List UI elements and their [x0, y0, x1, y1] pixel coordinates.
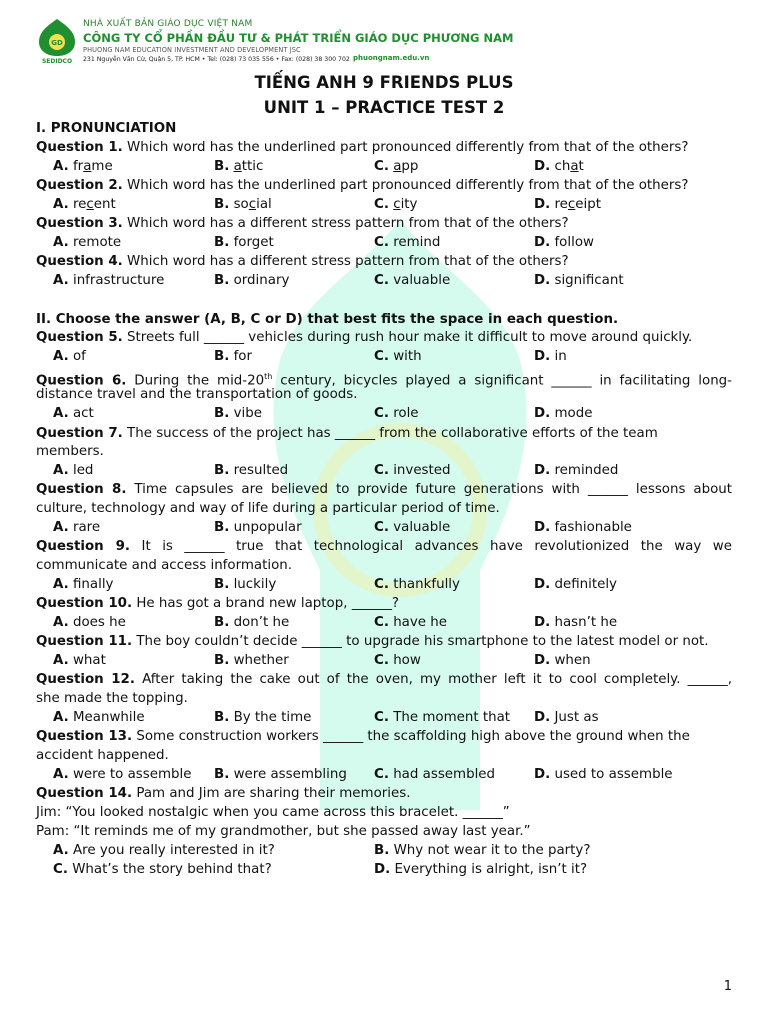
publisher-name: NHÀ XUẤT BẢN GIÁO DỤC VIỆT NAM	[83, 19, 253, 29]
question-9-cont: communicate and access information.	[36, 558, 293, 573]
section-heading-multiple-choice: II. Choose the answer (A, B, C or D) that best fits the space in each question.	[36, 312, 619, 327]
q3-option-a: A. remote	[53, 235, 122, 250]
q2-option-a: A. recent	[53, 197, 116, 212]
q6-option-b: B. vibe	[214, 406, 262, 421]
q2-option-c: C. city	[374, 197, 418, 212]
q12-option-c: C. The moment that	[374, 710, 511, 725]
dialogue-pam: Pam: “It reminds me of my grandmother, but she passed away last year.”	[36, 824, 531, 839]
question-13: Question 13. Some construction workers ______ the scaffolding high above the ground when the	[36, 729, 690, 744]
q13-option-d: D. used to assemble	[534, 767, 673, 782]
q9-option-a: A. finally	[53, 577, 114, 592]
q13-option-a: A. were to assemble	[53, 767, 192, 782]
q5-option-c: C. with	[374, 349, 422, 364]
q13-option-c: C. had assembled	[374, 767, 496, 782]
logo-caption: SEDIDCO	[41, 58, 73, 64]
q7-option-a: A. led	[53, 463, 94, 478]
question-8-cont: culture, technology and way of life during a particular period of time.	[36, 501, 500, 516]
question-14: Question 14. Pam and Jim are sharing their memories.	[36, 786, 411, 801]
document-title: TIẾNG ANH 9 FRIENDS PLUS	[254, 73, 514, 92]
company-address: 231 Nguyễn Văn Cừ, Quận 5, TP. HCM • Tel: (028) 73 035 556 • Fax: (028) 38 300 702	[83, 56, 350, 63]
q6-option-d: D. mode	[534, 406, 593, 421]
q11-option-b: B. whether	[214, 653, 289, 668]
q12-option-a: A. Meanwhile	[53, 710, 145, 725]
q13-option-b: B. were assembling	[214, 767, 347, 782]
q4-option-c: C. valuable	[374, 273, 451, 288]
q9-option-b: B. luckily	[214, 577, 277, 592]
q3-option-c: C. remind	[374, 235, 441, 250]
page-number: 1	[723, 979, 732, 994]
q12-option-d: D. Just as	[534, 710, 599, 725]
q12-option-b: B. By the time	[214, 710, 312, 725]
question-10: Question 10. He has got a brand new laptop, ______?	[36, 596, 400, 611]
q7-option-c: C. invested	[374, 463, 451, 478]
q1-option-d: D. chat	[534, 159, 584, 174]
question-9: Question 9. It is ______ true that technological advances have revolutionized the way we	[36, 539, 732, 554]
q1-option-b: B. attic	[214, 159, 264, 174]
question-13-cont: accident happened.	[36, 748, 169, 763]
section-heading-pronunciation: I. PRONUNCIATION	[36, 121, 177, 136]
question-5: Question 5. Streets full ______ vehicles during rush hour make it difficult to move around quickly.	[36, 330, 693, 345]
question-4: Question 4. Which word has a different stress pattern from that of the others?	[36, 254, 569, 269]
question-7-cont: members.	[36, 444, 104, 459]
question-1: Question 1. Which word has the underlined part pronounced differently from that of the others?	[36, 140, 689, 155]
question-2: Question 2. Which word has the underlined part pronounced differently from that of the others?	[36, 178, 689, 193]
q14-option-d: D. Everything is alright, isn’t it?	[374, 862, 588, 877]
question-7: Question 7. The success of the project has ______ from the collaborative efforts of the team	[36, 426, 658, 441]
q9-option-d: D. definitely	[534, 577, 617, 592]
q11-option-c: C. how	[374, 653, 421, 668]
q10-option-a: A. does he	[53, 615, 126, 630]
question-11: Question 11. The boy couldn’t decide ______ to upgrade his smartphone to the latest model or not.	[36, 634, 709, 649]
sedidco-logo-icon	[37, 18, 77, 64]
q3-option-d: D. follow	[534, 235, 594, 250]
dialogue-jim: Jim: “You looked nostalgic when you came across this bracelet. ______”	[36, 805, 510, 820]
q3-option-b: B. forget	[214, 235, 274, 250]
company-name: CÔNG TY CỔ PHẦN ĐẦU TƯ & PHÁT TRIỂN GIÁO DỤC PHƯƠNG NAM	[83, 31, 514, 45]
q6-option-a: A. act	[53, 406, 94, 421]
q14-option-b: B. Why not wear it to the party?	[374, 843, 591, 858]
q11-option-a: A. what	[53, 653, 106, 668]
q8-option-c: C. valuable	[374, 520, 451, 535]
q6-option-c: C. role	[374, 406, 419, 421]
q4-option-b: B. ordinary	[214, 273, 290, 288]
q9-option-c: C. thankfully	[374, 577, 460, 592]
question-6-cont: distance travel and the transportation of goods.	[36, 387, 358, 402]
logo-badge-text: GD	[51, 39, 63, 47]
question-12-cont: she made the topping.	[36, 691, 188, 706]
company-website: phuongnam.edu.vn	[353, 54, 430, 62]
q5-option-a: A. of	[53, 349, 86, 364]
publisher-header	[37, 16, 514, 68]
q8-option-d: D. fashionable	[534, 520, 632, 535]
document-subtitle: UNIT 1 – PRACTICE TEST 2	[263, 98, 505, 117]
question-3: Question 3. Which word has a different stress pattern from that of the others?	[36, 216, 569, 231]
q7-option-d: D. reminded	[534, 463, 619, 478]
q10-option-c: C. have he	[374, 615, 448, 630]
company-name-en: PHUONG NAM EDUCATION INVESTMENT AND DEVELOPMENT JSC	[83, 46, 301, 54]
q1-option-c: C. app	[374, 159, 419, 174]
question-8: Question 8. Time capsules are believed to provide future generations with ______ lessons about	[36, 482, 733, 497]
question-12: Question 12. After taking the cake out of the oven, my mother left it to cool completely. ______,	[36, 672, 732, 687]
q2-option-b: B. social	[214, 197, 272, 212]
q5-option-d: D. in	[534, 349, 567, 364]
q10-option-d: D. hasn’t he	[534, 615, 618, 630]
q4-option-d: D. significant	[534, 273, 624, 288]
q4-option-a: A. infrastructure	[53, 273, 165, 288]
q1-option-a: A. frame	[53, 159, 113, 174]
q8-option-a: A. rare	[53, 520, 101, 535]
question-6: Question 6. During the mid-20th century, bicycles played a significant ______ in facilitating long-	[36, 372, 733, 389]
q14-option-c: C. What’s the story behind that?	[53, 862, 272, 877]
q2-option-d: D. receipt	[534, 197, 602, 212]
q14-option-a: A. Are you really interested in it?	[53, 843, 275, 858]
q11-option-d: D. when	[534, 653, 591, 668]
q5-option-b: B. for	[214, 349, 252, 364]
q8-option-b: B. unpopular	[214, 520, 302, 535]
q7-option-b: B. resulted	[214, 463, 289, 478]
q10-option-b: B. don’t he	[214, 615, 290, 630]
